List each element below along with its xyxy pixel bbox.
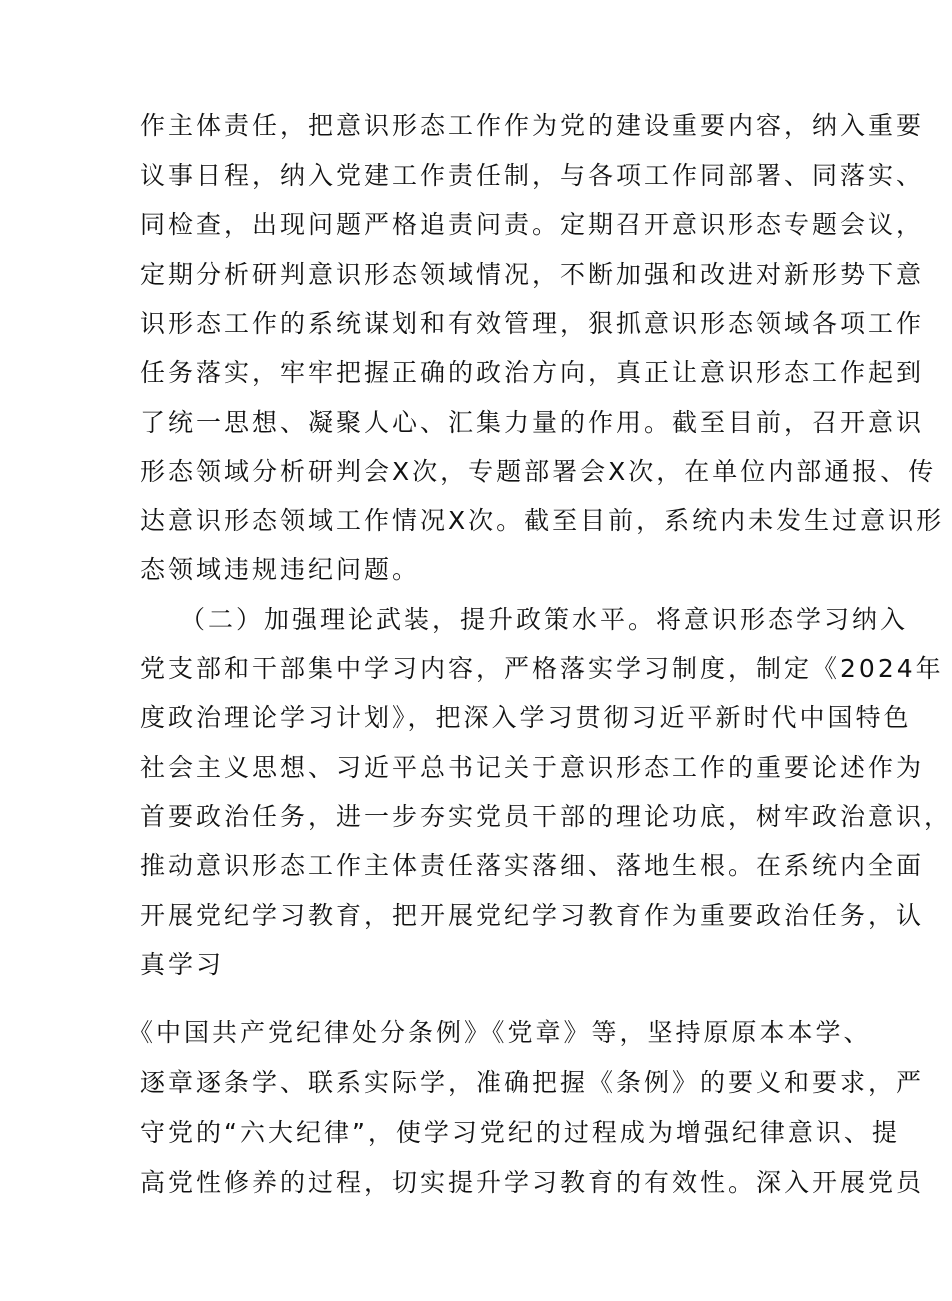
paragraph-line: 任务落实，牢牢把握正确的政治方向，真正让意识形态工作起到	[140, 358, 925, 387]
paragraph-line: 首要政治任务，进一步夯实党员干部的理论功底，树牢政治意识，	[140, 802, 952, 831]
paragraph-line: 议事日程，纳入党建工作责任制，与各项工作同部署、同落实、	[140, 161, 925, 190]
paragraph-line: 形态领域分析研判会X次，专题部署会X次，在单位内部通报、传	[140, 457, 937, 486]
paragraph-line: 社会主义思想、习近平总书记关于意识形态工作的重要论述作为	[140, 753, 925, 782]
paragraph-line: 推动意识形态工作主体责任落实落细、落地生根。在系统内全面	[140, 851, 925, 880]
paragraph-line: 态领域违规违纪问题。	[140, 555, 421, 584]
paragraph-line: 逐章逐条学、联系实际学，准确把握《条例》的要义和要求，严	[140, 1068, 925, 1097]
paragraph-line: 真学习	[140, 950, 225, 979]
paragraph-line: 党支部和干部集中学习内容，严格落实学习制度，制定《2024年	[140, 654, 944, 683]
paragraph-line: 《中国共产党纪律处分条例》《党章》等，坚持原原本本学、	[128, 1018, 872, 1047]
paragraph-line: 作主体责任，把意识形态工作作为党的建设重要内容，纳入重要	[140, 111, 925, 140]
paragraph-line: 度政治理论学习计划》，把深入学习贯彻习近平新时代中国特色	[140, 703, 912, 732]
section-heading-line: （二）加强理论武装，提升政策水平。将意识形态学习纳入	[180, 605, 909, 634]
paragraph-line: 了统一思想、凝聚人心、汇集力量的作用。截至目前，召开意识	[140, 408, 925, 437]
paragraph-line: 高党性修养的过程，切实提升学习教育的有效性。深入开展党员	[140, 1168, 925, 1197]
paragraph-line: 同检查，出现问题严格追责问责。定期召开意识形态专题会议，	[140, 210, 925, 239]
paragraph-line: 达意识形态领域工作情况X次。截至目前，系统内未发生过意识形	[140, 506, 945, 535]
paragraph-line: 识形态工作的系统谋划和有效管理，狠抓意识形态领域各项工作	[140, 309, 925, 338]
paragraph-line: 开展党纪学习教育，把开展党纪学习教育作为重要政治任务，认	[140, 901, 925, 930]
paragraph-line: 定期分析研判意识形态领域情况，不断加强和改进对新形势下意	[140, 260, 925, 289]
paragraph-line: 守党的“六大纪律”，使学习党纪的过程成为增强纪律意识、提	[140, 1118, 900, 1147]
